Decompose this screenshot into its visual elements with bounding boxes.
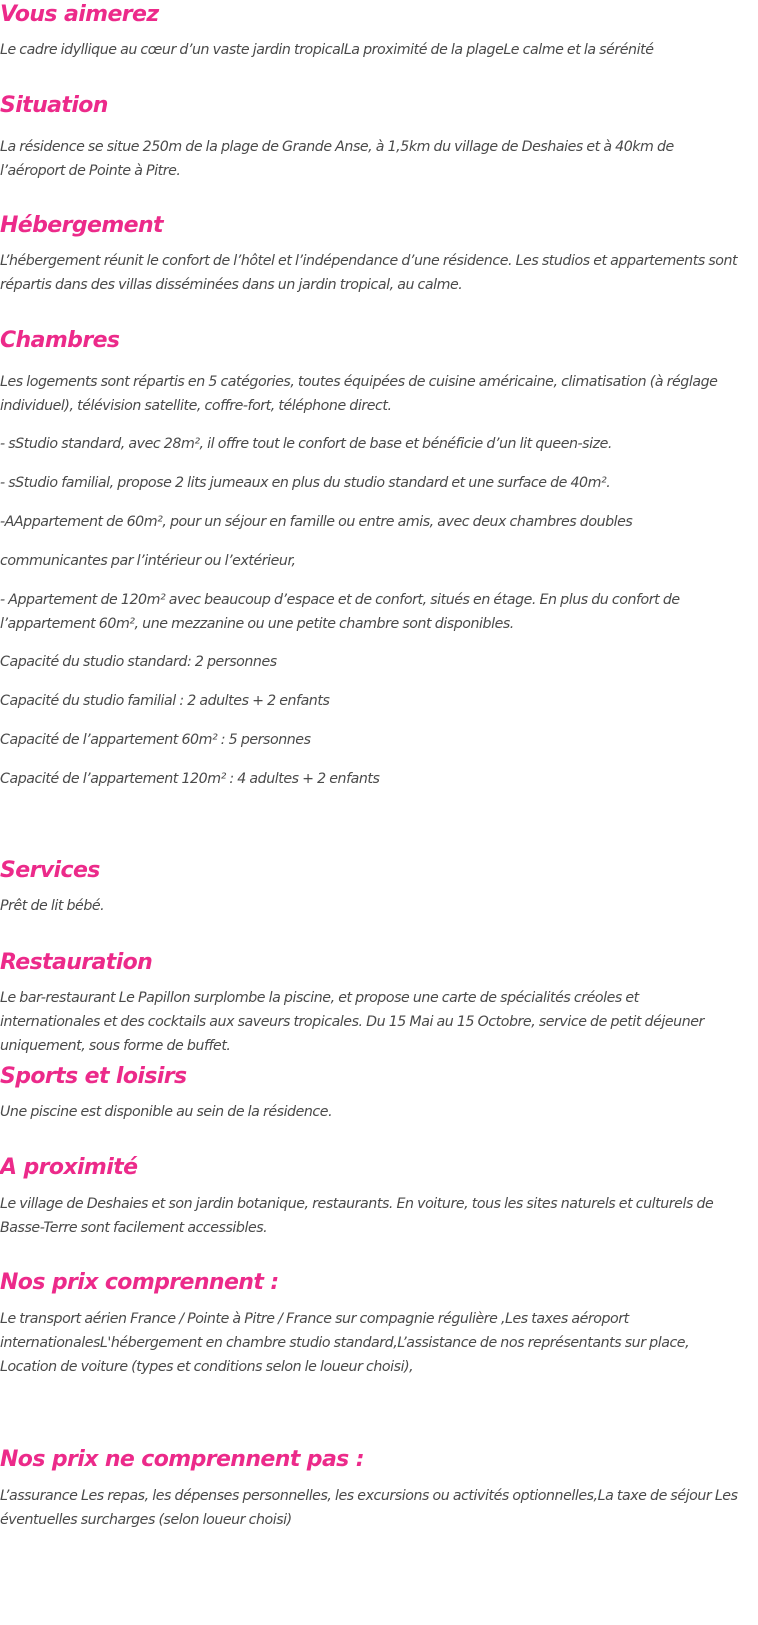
section-text-proximite: Le village de Deshaies et son jardin botanique, restaurants. En voiture, tous les sites naturels et culturels de Basse-Terre sont facilement accessibles.	[0, 1196, 714, 1236]
chambres-paragraph: Capacité du studio familial : 2 adultes + 2 enfants	[0, 693, 330, 709]
section-title-services: Services	[0, 858, 100, 883]
section-text-sports-loisirs: Une piscine est disponible au sein de la résidence.	[0, 1104, 333, 1120]
chambres-paragraph: -AAppartement de 60m², pour un séjour en famille ou entre amis, avec deux chambres doubles	[0, 514, 633, 530]
section-text-prix-exclus: L’assurance Les repas, les dépenses personnelles, les excursions ou activités optionnelles,La taxe de séjour Les éventuelles surcharges (selon loueur choisi)	[0, 1488, 738, 1528]
section-title-restauration: Restauration	[0, 950, 153, 975]
section-text-situation: La résidence se situe 250m de la plage de Grande Anse, à 1,5km du village de Deshaies et à 40km de l’aéroport de Pointe à Pitre.	[0, 139, 674, 179]
section-text-services: Prêt de lit bébé.	[0, 898, 105, 914]
section-title-hebergement: Hébergement	[0, 213, 163, 238]
chambres-paragraph: Capacité de l’appartement 60m² : 5 personnes	[0, 732, 311, 748]
section-title-vous-aimerez: Vous aimerez	[0, 2, 159, 27]
section-text-hebergement: L’hébergement réunit le confort de l’hôtel et l’indépendance d’une résidence. Les studios et appartements sont répartis dans des villas disséminées dans un jardin tropical, au calme.	[0, 253, 738, 293]
chambres-paragraph: - sStudio standard, avec 28m², il offre tout le confort de base et bénéficie d’un lit queen-size.	[0, 436, 612, 452]
chambres-paragraph: - sStudio familial, propose 2 lits jumeaux en plus du studio standard et une surface de 40m².	[0, 475, 611, 491]
section-text-vous-aimerez: Le cadre idyllique au cœur d’un vaste jardin tropicalLa proximité de la plageLe calme et la sérénité	[0, 42, 654, 58]
section-title-proximite: A proximité	[0, 1155, 138, 1180]
chambres-paragraph: Capacité de l’appartement 120m² : 4 adultes + 2 enfants	[0, 771, 380, 787]
chambres-paragraph: - Appartement de 120m² avec beaucoup d’espace et de confort, situés en étage. En plus du confort de l’appartement 60m², une mezzanine ou une petite chambre sont disponibles.	[0, 592, 680, 632]
chambres-paragraph: communicantes par l’intérieur ou l’extérieur,	[0, 553, 296, 569]
section-title-prix-inclus: Nos prix comprennent :	[0, 1270, 279, 1295]
section-title-chambres: Chambres	[0, 328, 120, 353]
chambres-paragraph: Capacité du studio standard: 2 personnes	[0, 654, 277, 670]
section-title-situation: Situation	[0, 93, 108, 118]
section-text-restauration: Le bar-restaurant Le Papillon surplombe la piscine, et propose une carte de spécialités créoles et internationales et des cocktails aux saveurs tropicales. Du 15 Mai au 15 Octobre, service de petit déjeuner uniquement, sous forme de buffet.	[0, 990, 704, 1054]
section-title-sports-loisirs: Sports et loisirs	[0, 1064, 187, 1089]
chambres-paragraph: Les logements sont répartis en 5 catégories, toutes équipées de cuisine américaine, climatisation (à réglage individuel), télévision satellite, coffre-fort, téléphone direct.	[0, 374, 718, 414]
section-title-prix-exclus: Nos prix ne comprennent pas :	[0, 1447, 364, 1472]
section-text-prix-inclus: Le transport aérien France / Pointe à Pitre / France sur compagnie régulière ,Les taxes aéroport internationalesL'hébergement en chambre studio standard,L’assistance de nos représentants sur place, Location de voiture (types et conditions selon le loueur choisi),	[0, 1311, 690, 1375]
